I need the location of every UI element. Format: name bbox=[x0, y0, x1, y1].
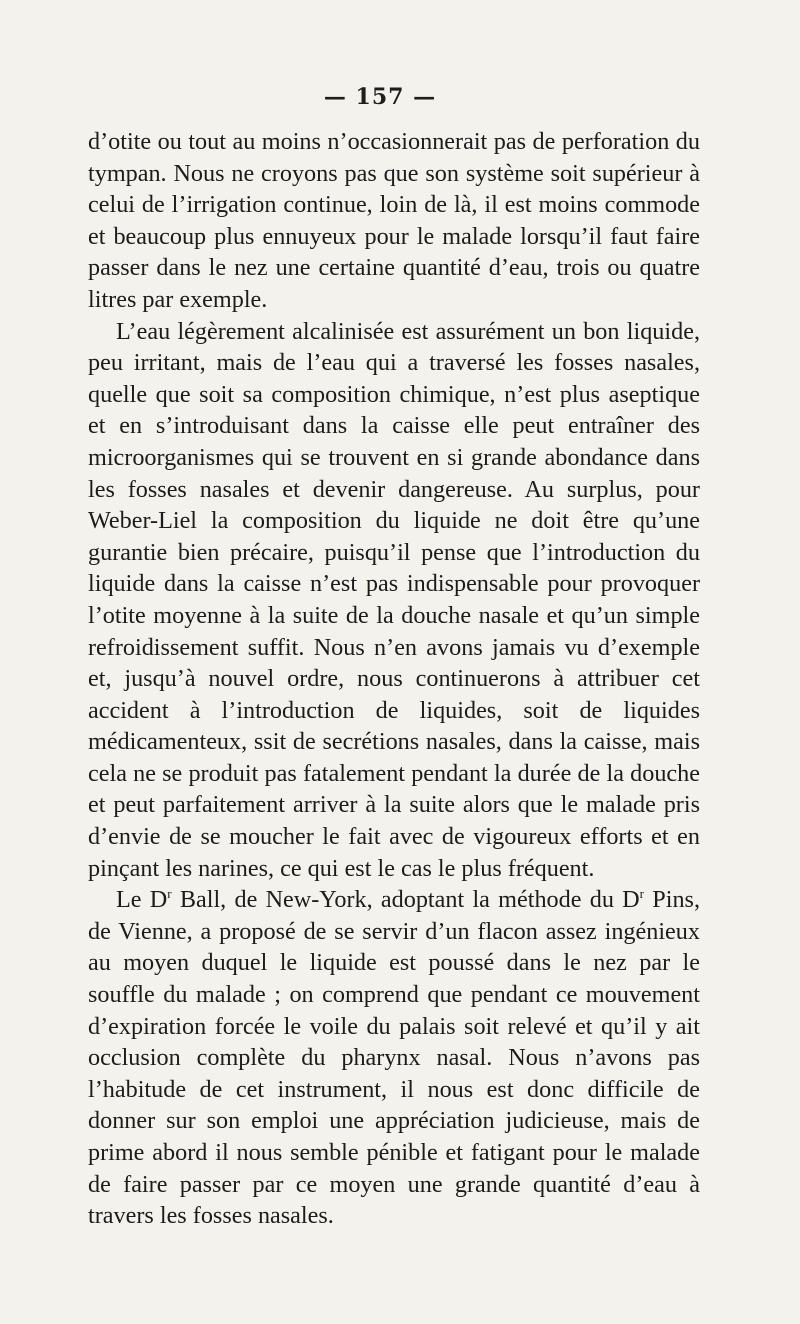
paragraph-2: L’eau légèrement alcalinisée est assurément un bon liquide, peu irritant, mais de l’eau qui a traversé les fosses nasales, quelle que soit sa composition chimique, n’est plus aseptique et en s’introduisant dans la caisse elle peut entraîner des microorganismes qui se trouvent en si grande abondance dans les fosses nasales et devenir dangereuse. Au surplus, pour Weber-Liel la composition du liquide ne doit être qu’une gurantie bien précaire, puisqu’il pense que l’introduction du liquide dans la caisse n’est pas indispensable pour provoquer l’otite moyenne à la suite de la douche nasale et qu’un simple refroidissement suffit. Nous n’en avons jamais vu d’exemple et, jusqu’à nouvel ordre, nous continuerons à attribuer cet accident à l’introduction de liquides, soit de liquides médicamenteux, ssit de secrétions nasales, dans la caisse, mais cela ne se produit pas fatalement pendant la durée de la douche et peut parfaitement arriver à la suite alors que le malade pris d’envie de se moucher le fait avec de vigoureux efforts et en pinçant les narines, ce qui est le cas le plus fréquent. bbox=[88, 317, 700, 882]
body-text bbox=[88, 126, 700, 1232]
paragraph-3-middle: Ball, de New-York, adoptant la méthode du D bbox=[171, 886, 640, 914]
page-number: — 157 — bbox=[323, 84, 437, 110]
paragraph-1: d’otite ou tout au moins n’occasionnerait pas de perforation du tympan. Nous ne croyons pas que son système soit supérieur à celui de l’irrigation continue, loin de là, il est moins commode et beaucoup plus ennuyeux pour le malade lorsqu’il faut faire passer dans le nez une certaine quantité d’eau, trois ou quatre litres par exemple. bbox=[88, 128, 700, 313]
paragraph-3 bbox=[88, 884, 700, 1232]
paragraph-3-end: Pins, de Vienne, a proposé de se servir d’un flacon assez ingénieux au moyen duquel le liquide est poussé dans le nez par le souffle du malade ; on comprend que pendant ce mouvement d’expiration forcée le voile du palais soit relevé et qu’il y ait occlusion complète du pharynx nasal. Nous n’avons pas l’habitude de cet instrument, il nous est donc difficile de donner sur son emploi une appréciation judicieuse, mais de prime abord il nous semble pénible et fatigant pour le malade de faire passer par ce moyen une grande quantité d’eau à travers les fosses nasales. bbox=[88, 886, 700, 1230]
paragraph-3-start: Le D bbox=[116, 886, 168, 914]
doctor-abbrev-superscript: r bbox=[167, 886, 172, 902]
doctor-abbrev-superscript: r bbox=[639, 886, 644, 902]
